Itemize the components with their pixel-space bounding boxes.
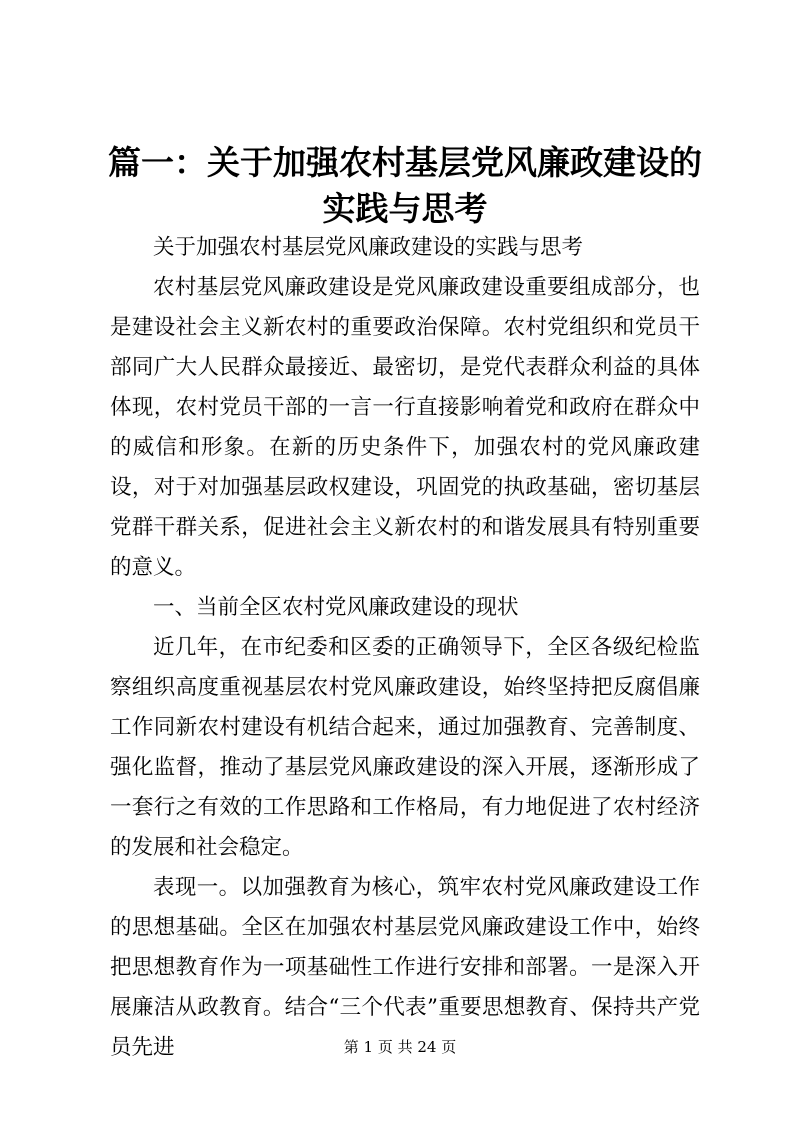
section-heading: 一、当前全区农村党风廉政建设的现状 <box>153 595 519 620</box>
subtitle-paragraph: 关于加强农村基层党风廉政建设的实践与思考 <box>153 235 584 260</box>
point-one-paragraph: 表现一。以加强教育为核心，筑牢农村党风廉政建设工作的思想基础。全区在加强农村基层党风廉政建设工作中，始终把思想教育作为一项基础性工作进行安排和部署。一是深入开展廉洁从政教育。结合“三个代表”重要思想教育、保持共产党员先进 <box>110 875 700 1060</box>
document-body <box>110 228 700 1068</box>
status-paragraph: 近几年，在市纪委和区委的正确领导下，全区各级纪检监察组织高度重视基层农村党风廉政建设，始终坚持把反腐倡廉工作同新农村建设有机结合起来，通过加强教育、完善制度、强化监督，推动了基层党风廉政建设的深入开展，逐渐形成了一套行之有效的工作思路和工作格局，有力地促进了农村经济的发展和社会稳定。 <box>110 635 700 860</box>
page-footer: 第 1 页 共 24 页 <box>343 1038 457 1056</box>
document-title: 篇一：关于加强农村基层党风廉政建设的实践与思考 <box>108 143 702 228</box>
intro-paragraph: 农村基层党风廉政建设是党风廉政建设重要组成部分，也是建设社会主义新农村的重要政治保障。农村党组织和党员干部同广大人民群众最接近、最密切，是党代表群众利益的具体体现，农村党员干部的一言一行直接影响着党和政府在群众中的威信和形象。在新的历史条件下，加强农村的党风廉政建设，对于对加强基层政权建设，巩固党的执政基础，密切基层党群干群关系，促进社会主义新农村的和谐发展具有特别重要的意义。 <box>110 275 700 580</box>
